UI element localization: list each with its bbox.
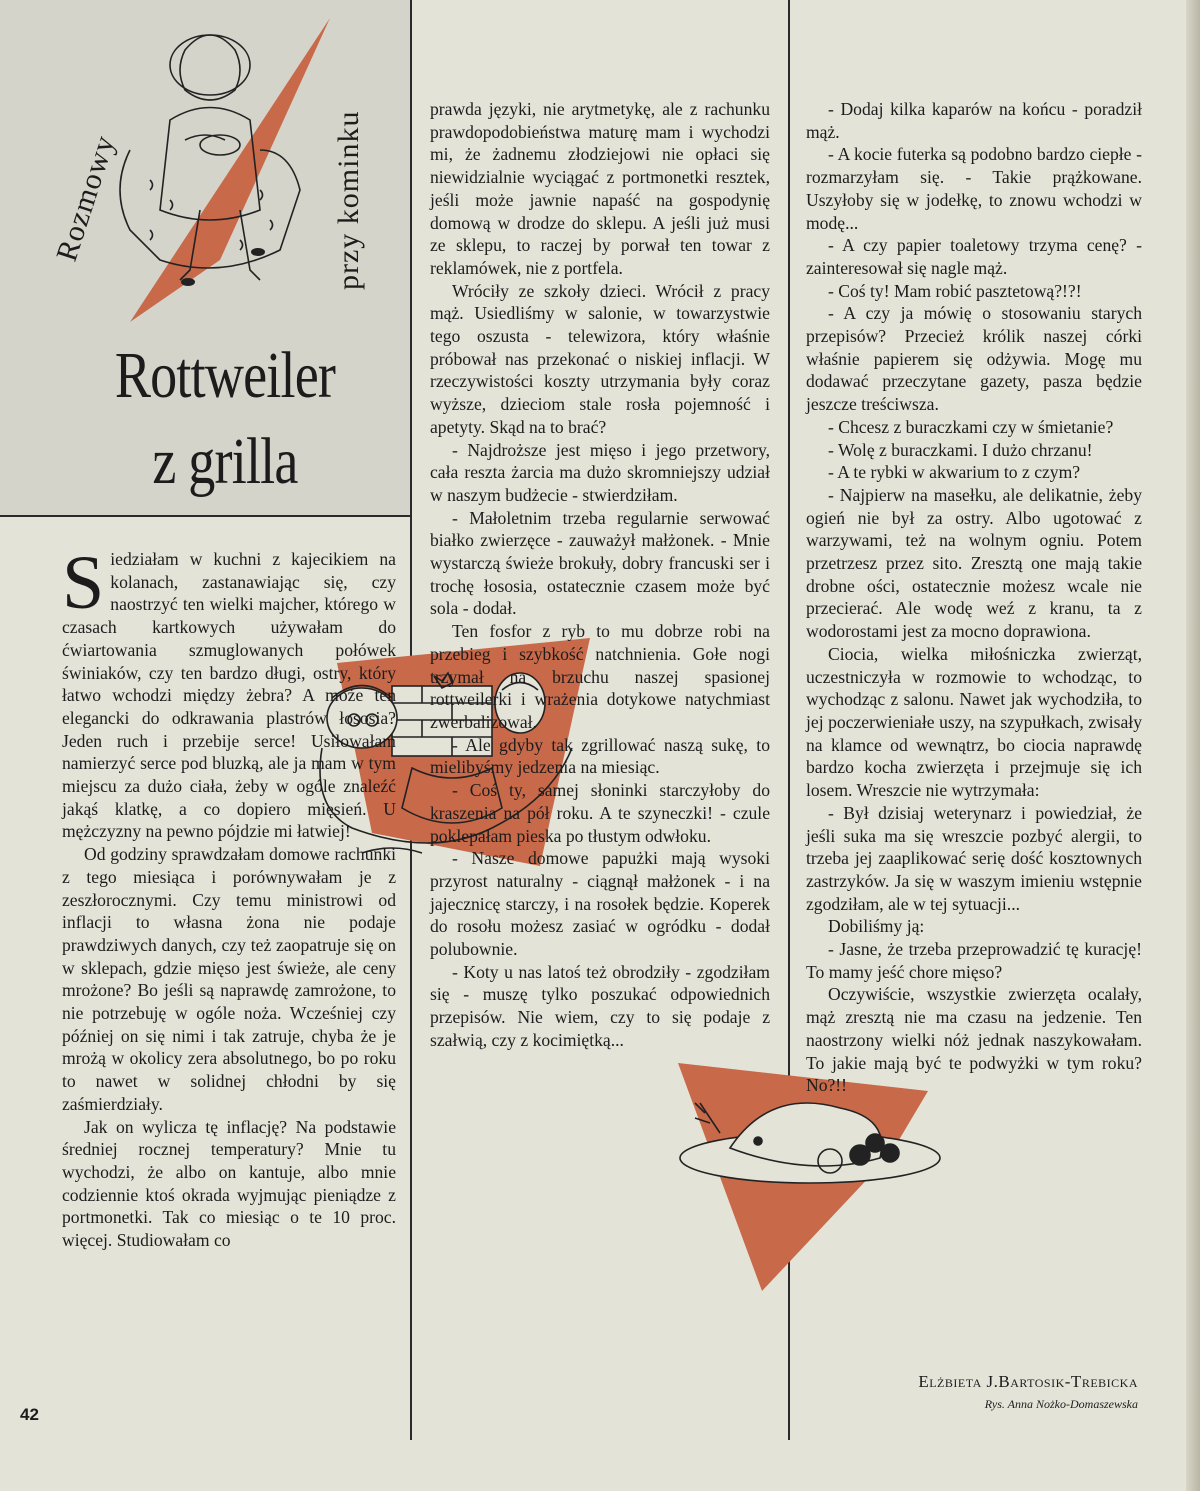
paragraph: - Coś ty, samej słoninki starczyłoby do kraszenia na pół roku. A te szyneczki! - czule poklepałam pieska po tłustym odwłoku. bbox=[430, 780, 770, 846]
article-title-line2: z grilla bbox=[152, 425, 298, 498]
paragraph: - Najdroższe jest mięso i jego przetwory, cała reszta żarcia ma dużo skromniejszy udział w naszym budżecie - stwierdziłam. bbox=[430, 439, 770, 505]
page-number: 42 bbox=[20, 1405, 39, 1424]
paragraph: iedziałam w kuchni z kajecikiem na kolanach, zastanawiając się, czy naostrzyć ten wielki majcher, którego w czasach kartkowych używałam do ćwiartowania szmuglowanych połówek świniaków, czy ten bardzo długi, ostry, który łatwo wchodzi między żebra? A może ten elegancki do odkrawania plastrów łososia? Jeden ruch i przebije serce! Usiłowałam namierzyć serce pod bluzką, ale ja mam w tym miejscu za dużo ciała, żeby w ogóle znaleźć jakąś klatkę, a co dopiero mięsień. U mężczyzny na pewno pójdzie mi łatwiej! bbox=[62, 549, 396, 842]
author-byline: Elżbieta J.Bartosik-Trebicka bbox=[918, 1372, 1138, 1391]
column-1 bbox=[62, 541, 396, 1252]
paragraph: - Nasze domowe papużki mają wysoki przyrost naturalny - ciągnął małżonek - i na jajecznicę starczy, i na rosołek będzie. Koperek do rosołu możesz zasiać w ogródku - dodał polubownie. bbox=[430, 848, 770, 960]
paragraph: - Najpierw na masełku, ale delikatnie, żeby ogień nie był za ostry. Albo ugotować z warzywami, też na wolnym ogniu. Potem przetrzesz przez sito. Zresztą one mają takie drobne ości, ostatecznie możesz wcale nie przecierać. Ale wodę weź z kranu, ta z wodorostami jest za mocno doprawiona. bbox=[806, 484, 1142, 642]
paragraph: Oczywiście, wszystkie zwierzęta ocalały, mąż zresztą nie ma czasu na jedzenie. Ten naostrzony wielki nóż jednak naszykowałam. To jakie mają być te podwyżki w tym roku? No?!! bbox=[806, 984, 1142, 1096]
section-label-kominek: przy kominku bbox=[332, 110, 365, 290]
section-label-rozmowy: Rozmowy bbox=[50, 131, 122, 266]
paragraph: - Coś ty! Mam robić pasztetową?!?! bbox=[828, 280, 1082, 301]
paragraph: prawda języki, nie arytmetykę, ale z rachunku prawdopodobieństwa maturę mam i wychodzi mi, że żadnemu złodziejowi nie opłaci się niewidzialnie wyciągać z portmonetki resztek, jeśli może jawnie napaść na gospodynię domową w drodze do sklepu. A jeśli już musi ze sklepu, to raczej by porwał ten towar z reklamówek, nie z portfela. bbox=[430, 99, 770, 278]
paragraph: - A czy papier toaletowy trzyma cenę? - zainteresował się nagle mąż. bbox=[806, 235, 1142, 278]
paragraph: - A te rybki w akwarium to z czym? bbox=[828, 462, 1081, 483]
orange-triangle-shape bbox=[130, 18, 330, 322]
paragraph: Ten fosfor z ryb to mu dobrze robi na przebieg i szybkość natchnienia. Gołe nogi trzymał na brzuchu naszej spasionej rottweilerki i wrażenia dotykowe natychmiast zwerbalizował. bbox=[430, 621, 770, 732]
paragraph: Jak on wylicza tę inflację? Na podstawie średniej rocznej temperatury? Mnie tu wychodzi, że albo on kantuje, albo mnie codziennie ktoś okrada wyjmując pieniądze z portmonetki. Tak co miesiąc o te 10 proc. więcej. Studiowałam co bbox=[62, 1116, 396, 1251]
paragraph: Dobiliśmy ją: bbox=[828, 916, 925, 937]
article-title-line1: Rottweiler bbox=[114, 339, 336, 412]
paragraph: - Wolę z buraczkami. I dużo chrzanu! bbox=[828, 439, 1093, 460]
paragraph: Od godziny sprawdzałam domowe rachunki z tego miesiąca i porównywałam je z zeszłorocznymi. Czy temu ministrowi od inflacji to własna żona nie podaje prawdziwych danych, czy też zaopatruje się on w sklepach, gdzie mięso jest świeże, ale ceny mrożone? Bo jeśli są naprawdę zamrożone, to nie potrzebuję w ogóle noża. Wcześniej czy później on się nimi i tak zatruje, chyba że je mrożą w okolicy zera absolutnego, bo po roku to nawet w solidnej chłodni by się zaśmierdziały. bbox=[62, 844, 396, 1114]
page-spine bbox=[1186, 0, 1200, 1491]
paragraph: - Małoletnim trzeba regularnie serwować białko zwierzęce - zauważył małżonek. - Mnie wystarczą świeże brokuły, dobry francuski ser i trochę łososia, ostatecznie czasem może być sola - dodał. bbox=[430, 507, 770, 619]
paragraph: - Ale gdyby tak zgrillować naszą sukę, to mielibyśmy jedzenia na miesiąc. bbox=[430, 734, 770, 778]
paragraph: Wróciły ze szkoły dzieci. Wrócił z pracy mąż. Usiedliśmy w salonie, w towarzystwie tego oszusta - telewizora, który właśnie próbował nas przekonać o niskiej inflacji. W rzeczywistości koszty utrzymania były coraz wyższe, dzieciom stale rosła pojemność i apetyty. Skąd na to brać? bbox=[430, 280, 770, 437]
woman-armchair-illustration bbox=[90, 10, 350, 330]
paragraph: - Dodaj kilka kaparów na końcu - poradził mąż. bbox=[806, 99, 1142, 142]
paragraph: - Był dzisiaj weterynarz i powiedział, że jeśli suka ma się wreszcie pozbyć alergii, to trzeba jej zaaplikować serię dość kosztownych zastrzyków. Ja się w waszym imieniu wstępnie zgodziłam, ale w tej sytuacji... bbox=[806, 802, 1142, 914]
drop-cap: S bbox=[62, 541, 105, 625]
column-3 bbox=[806, 98, 1142, 1097]
paragraph: - A kocie futerka są podobno bardzo ciepłe - rozmarzyłam się. - Takie prążkowane. Uszyłoby się w jodełkę, to znowu wchodzi w modę... bbox=[806, 144, 1142, 233]
column-2 bbox=[430, 98, 770, 1052]
paragraph: - Chcesz z buraczkami czy w śmietanie? bbox=[828, 416, 1114, 437]
header-rule bbox=[0, 515, 410, 517]
illustration-credit: Rys. Anna Nożko-Domaszewska bbox=[984, 1397, 1138, 1411]
paragraph: - Jasne, że trzeba przeprowadzić tę kurację! To mamy jeść chore mięso? bbox=[806, 939, 1142, 982]
paragraph: - A czy ja mówię o stosowaniu starych przepisów? Przecież królik naszej córki właśnie papierem się odżywia. Mogę mu dodawać przeczytane gazety, pasza będzie jeszcze treściwsza. bbox=[806, 303, 1142, 415]
paragraph: - Koty u nas latoś też obrodziły - zgodziłam się - muszę tylko poszukać odpowiednich przepisów. Nie wiem, czy to się podaje z szałwią, czy z kocimiętką... bbox=[430, 961, 770, 1050]
paragraph: Ciocia, wielka miłośniczka zwierząt, uczestniczyła w rozmowie to wchodząc, to wychodząc z salonu. Nawet jak wychodziła, to jej poczerwieniałe uszy, na szypułkach, zwisały na klamce od wewnątrz, bo ciocia naprawdę bardzo kocha zwierzęta i przejmuje się ich losem. Wreszcie nie wytrzymała: bbox=[806, 643, 1142, 801]
